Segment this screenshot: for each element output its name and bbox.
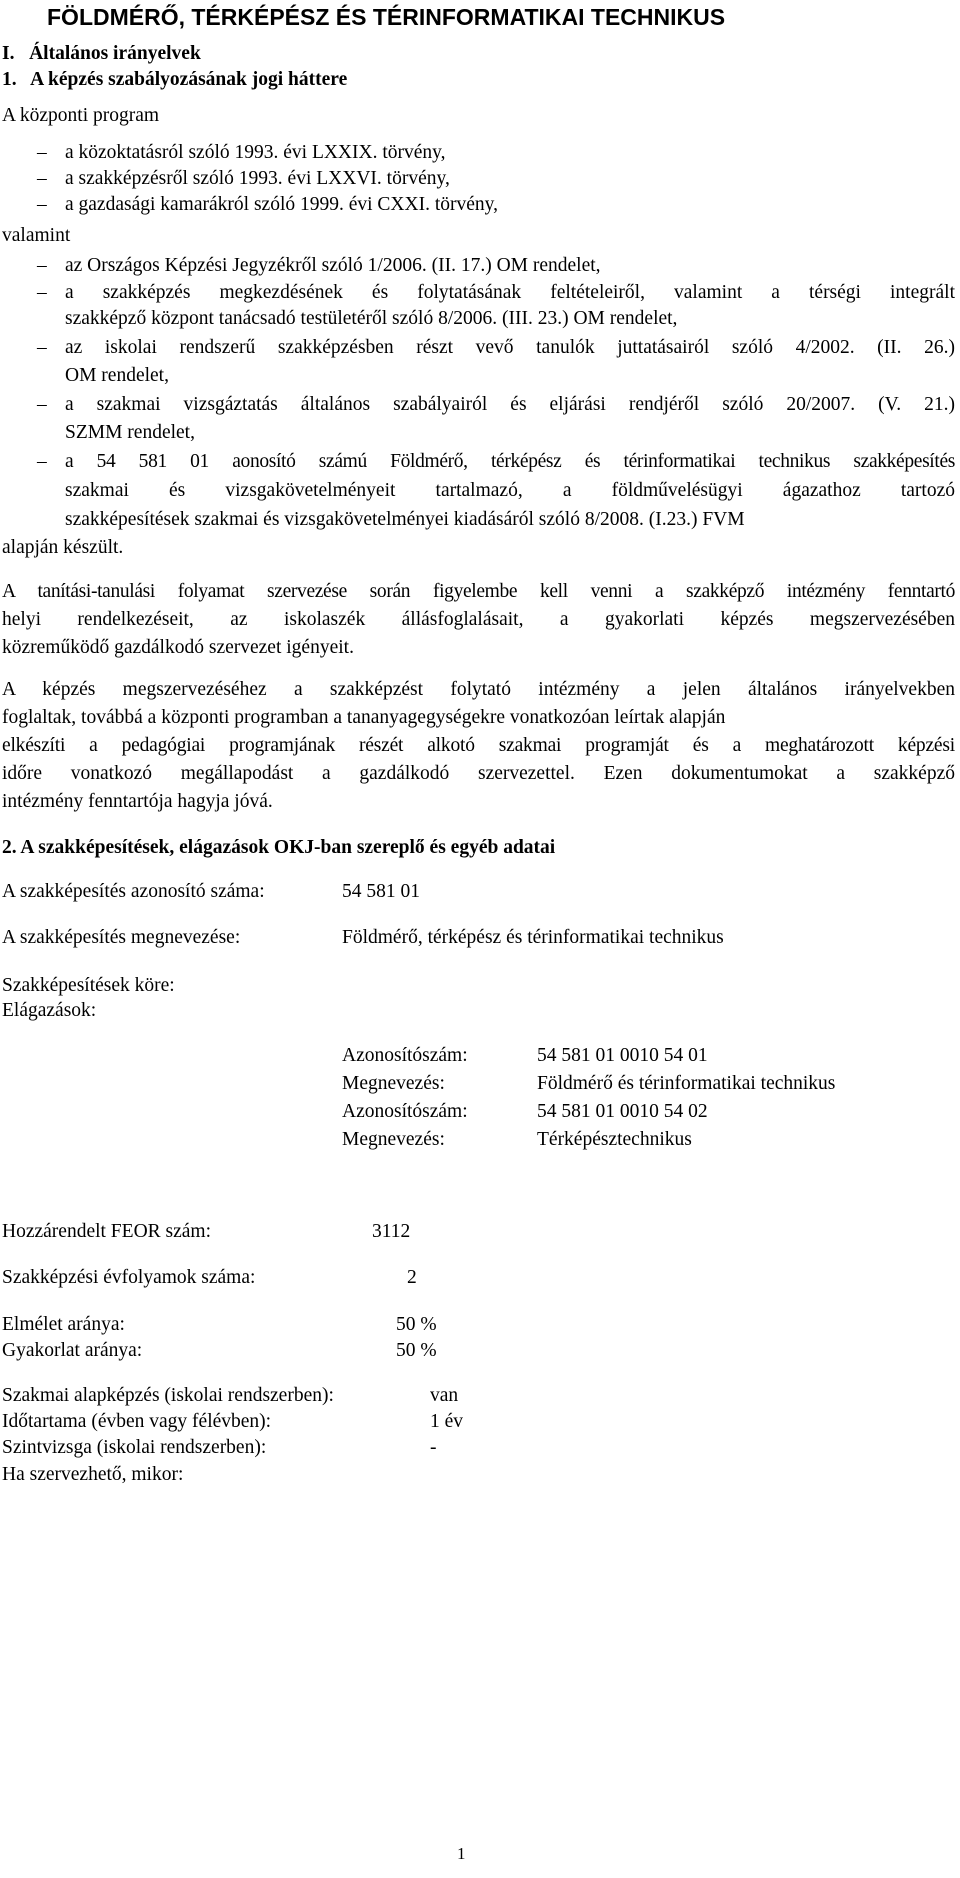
feor-value: 3112 — [372, 1221, 411, 1242]
list-item-line: a szakképzés megkezdésének és folytatásának feltételeiről, valamint a térségi integrált — [65, 282, 955, 303]
theory-ratio-label: Elmélet aránya: — [2, 1314, 125, 1335]
level-exam-value: - — [430, 1437, 437, 1458]
branch-label: Megnevezés: — [342, 1073, 445, 1094]
qualification-scope-label: Szakképesítések köre: — [2, 975, 175, 996]
document-title: FÖLDMÉRŐ, TÉRKÉPÉSZ ÉS TÉRINFORMATIKAI TECHNIKUS — [47, 4, 726, 30]
list-dash: – — [37, 451, 47, 472]
paragraph-line: A tanítási-tanulási folyamat szervezése során figyelembe kell venni a szakképző intézmény fenntartó — [2, 581, 955, 602]
list-item-line: SZMM rendelet, — [65, 422, 195, 443]
duration-value: 1 év — [430, 1411, 464, 1432]
paragraph-line: helyi rendelkezéseit, az iskolaszék állásfoglalásait, a gyakorlati képzés megszervezésében — [2, 609, 955, 630]
list-item-line: szakmai és vizsgakövetelményeit tartalmazó, a földművelésügyi ágazathoz tartozó — [65, 480, 955, 501]
list-dash: – — [37, 142, 47, 163]
list-dash: – — [37, 255, 47, 276]
intro-text: A központi program — [2, 105, 160, 126]
list-dash: – — [37, 394, 47, 415]
section-heading-general: I. Általános irányelvek — [2, 43, 201, 64]
list-item: a közoktatásról szóló 1993. évi LXXIX. törvény, — [65, 142, 446, 163]
branch-label: Megnevezés: — [342, 1129, 445, 1150]
years-value: 2 — [407, 1267, 417, 1288]
qualification-name-value: Földmérő, térképész és térinformatikai technikus — [342, 927, 724, 948]
section-heading-qualifications: 2. A szakképesítések, elágazások OKJ-ban szereplő és egyéb adatai — [2, 837, 556, 858]
feor-label: Hozzárendelt FEOR szám: — [2, 1221, 212, 1242]
basic-training-label: Szakmai alapképzés (iskolai rendszerben): — [2, 1385, 334, 1406]
when-organizable-label: Ha szervezhető, mikor: — [2, 1464, 184, 1485]
paragraph-line: intézmény fenntartója hagyja jóvá. — [2, 791, 273, 812]
branch-value: Térképésztechnikus — [537, 1129, 692, 1150]
qualification-id-label: A szakképesítés azonosító száma: — [2, 881, 265, 902]
list-item-line: OM rendelet, — [65, 365, 169, 386]
level-exam-label: Szintvizsga (iskolai rendszerben): — [2, 1437, 267, 1458]
years-label: Szakképzési évfolyamok száma: — [2, 1267, 256, 1288]
list-item-line: szakképző központ tanácsadó testületéről szóló 8/2006. (III. 23.) OM rendelet, — [65, 308, 678, 329]
list-dash: – — [37, 194, 47, 215]
qualification-name-label: A szakképesítés megnevezése: — [2, 927, 241, 948]
list-item: a szakképzésről szóló 1993. évi LXXVI. törvény, — [65, 168, 450, 189]
branch-value: Földmérő és térinformatikai technikus — [537, 1073, 836, 1094]
paragraph-line: közreműködő gazdálkodó szervezet igényeit. — [2, 637, 354, 658]
list-dash: – — [37, 282, 47, 303]
paragraph-line: foglaltak, továbbá a központi programban a tananyagegységekre vonatkozóan leírtak alapján — [2, 707, 726, 728]
closing-text: alapján készült. — [2, 537, 124, 558]
list-item-line: a szakmai vizsgáztatás általános szabályairól és eljárási rendjéről szóló 20/2007. (V. 21.) — [65, 394, 955, 415]
list-item: az Országos Képzési Jegyzékről szóló 1/2006. (II. 17.) OM rendelet, — [65, 255, 601, 276]
list-item: a gazdasági kamarákról szóló 1999. évi CXXI. törvény, — [65, 194, 499, 215]
qualification-id-value: 54 581 01 — [342, 881, 420, 902]
list-dash: – — [37, 168, 47, 189]
branch-value: 54 581 01 0010 54 01 — [537, 1045, 708, 1066]
list-item-line: az iskolai rendszerű szakképzésben részt vevő tanulók juttatásairól szóló 4/2002. (II. 26.) — [65, 337, 955, 358]
branches-label: Elágazások: — [2, 1000, 97, 1021]
paragraph-line: elkészíti a pedagógiai programjának részét alkotó szakmai programját és a meghatározott képzési — [2, 735, 955, 756]
list-item-line: szakképesítések szakmai és vizsgakövetelményei kiadásáról szóló 8/2008. (I.23.) FVM — [65, 509, 745, 530]
basic-training-value: van — [430, 1385, 459, 1406]
subsection-heading-legal: 1. A képzés szabályozásának jogi háttere — [2, 69, 348, 90]
connector-text: valamint — [2, 225, 71, 246]
list-dash: – — [37, 337, 47, 358]
practice-ratio-value: 50 % — [396, 1340, 437, 1361]
branch-value: 54 581 01 0010 54 02 — [537, 1101, 708, 1122]
paragraph-line: A képzés megszervezéséhez a szakképzést folytató intézmény a jelen általános irányelvekben — [2, 679, 955, 700]
branch-label: Azonosítószám: — [342, 1045, 468, 1066]
page-number: 1 — [457, 1844, 466, 1863]
duration-label: Időtartama (évben vagy félévben): — [2, 1411, 272, 1432]
list-item-line: a 54 581 01 aonosító számú Földmérő, térképész és térinformatikai technikus szakképesítés — [65, 451, 955, 472]
paragraph-line: időre vonatkozó megállapodást a gazdálkodó szervezettel. Ezen dokumentumokat a szakképző — [2, 763, 955, 784]
branch-label: Azonosítószám: — [342, 1101, 468, 1122]
theory-ratio-value: 50 % — [396, 1314, 437, 1335]
practice-ratio-label: Gyakorlat aránya: — [2, 1340, 143, 1361]
